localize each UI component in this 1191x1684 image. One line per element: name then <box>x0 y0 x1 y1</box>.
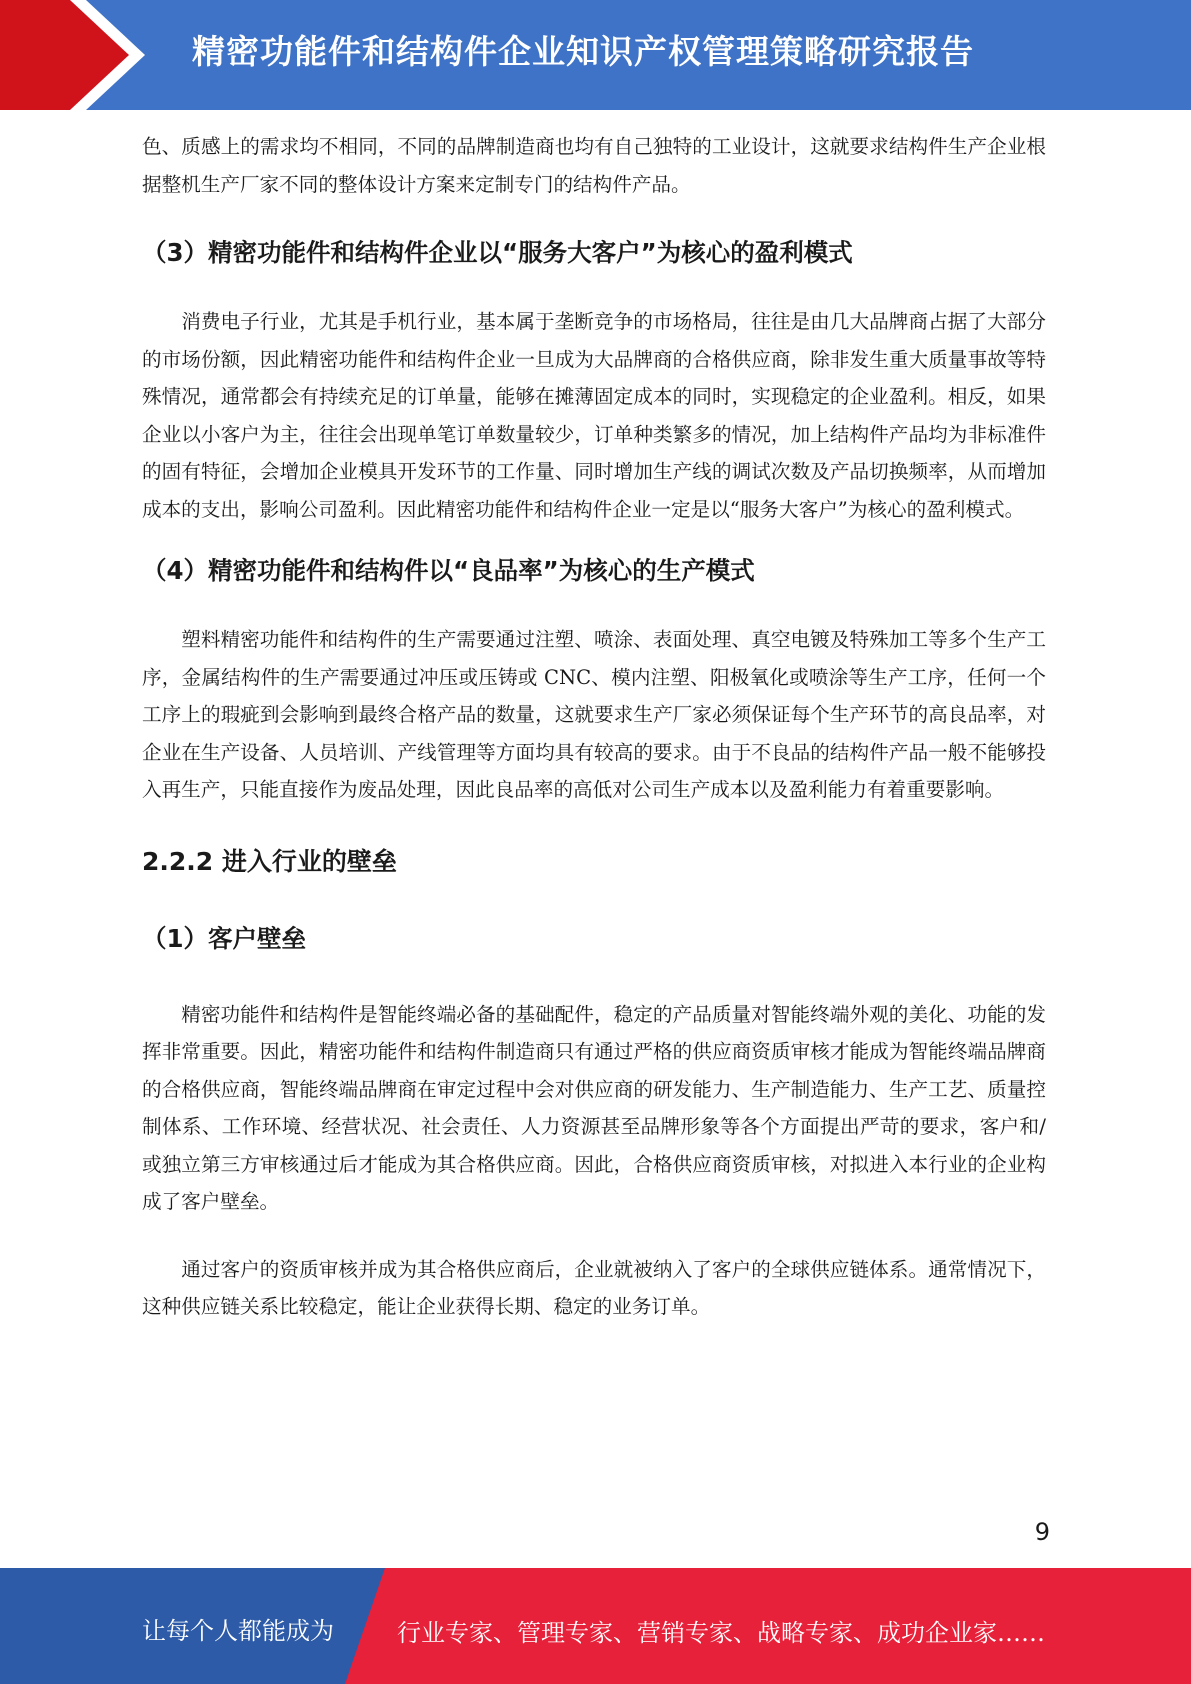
page-header <box>0 0 1191 110</box>
header-arrow-decoration <box>0 0 150 110</box>
section-3-paragraph: 消费电子行业，尤其是手机行业，基本属于垄断竞争的市场格局，往往是由几大品牌商占据了大部分的市场份额，因此精密功能件和结构件企业一旦成为大品牌商的合格供应商，除非发生重大质量事故等特殊情况，通常都会有持续充足的订单量，能够在摊薄固定成本的同时，实现稳定的企业盈利。相反，如果企业以小客户为主，往往会出现单笔订单数量较少，订单种类繁多的情况，加上结构件产品均为非标准件的固有特征，会增加企业模具开发环节的工作量、同时增加生产线的调试次数及产品切换频率，从而增加成本的支出，影响公司盈利。因此精密功能件和结构件企业一定是以“服务大客户”为核心的盈利模式。 <box>142 310 1046 521</box>
section-4-heading: （4）精密功能件和结构件以“良品率”为核心的生产模式 <box>142 556 755 585</box>
section-1-paragraph-1: 精密功能件和结构件是智能终端必备的基础配件，稳定的产品质量对智能终端外观的美化、功能的发挥非常重要。因此，精密功能件和结构件制造商只有通过严格的供应商资质审核才能成为智能终端品牌商的合格供应商，智能终端品牌商在审定过程中会对供应商的研发能力、生产制造能力、生产工艺、质量控制体系、工作环境、经营状况、社会责任、人力资源甚至品牌形象等各个方面提出严苛的要求，客户和/或独立第三方审核通过后才能成为其合格供应商。因此，合格供应商资质审核，对拟进入本行业的企业构成了客户壁垒。 <box>142 1002 1046 1213</box>
section-1-heading: （1）客户壁垒 <box>142 923 307 953</box>
report-title: 精密功能件和结构件企业知识产权管理策略研究报告 <box>192 32 974 71</box>
section-1-paragraph-2: 通过客户的资质审核并成为其合格供应商后，企业就被纳入了客户的全球供应链体系。通常情况下，这种供应链关系比较稳定，能让企业获得长期、稳定的业务订单。 <box>142 1257 1046 1318</box>
page-footer <box>0 1568 1191 1684</box>
intro-paragraph: 色、质感上的需求均不相同，不同的品牌制造商也均有自己独特的工业设计，这就要求结构件生产企业根据整机生产厂家不同的整体设计方案来定制专门的结构件产品。 <box>142 135 1046 196</box>
section-4-paragraph: 塑料精密功能件和结构件的生产需要通过注塑、喷涂、表面处理、真空电镀及特殊加工等多个生产工序，金属结构件的生产需要通过冲压或压铸或 CNC、模内注塑、阳极氧化或喷涂等生产工序，任何一个工序上的瑕疵到会影响到最终合格产品的数量，这就要求生产厂家必须保证每个生产环节的高良品率，对企业在生产设备、人员培训、产线管理等方面均具有较高的要求。由于不良品的结构件产品一般不能够投入再生产，只能直接作为废品处理，因此良品率的高低对公司生产成本以及盈利能力有着重要影响。 <box>142 628 1046 801</box>
section-3-heading: （3）精密功能件和结构件企业以“服务大客户”为核心的盈利模式 <box>142 238 853 267</box>
footer-slogan-right: 行业专家、管理专家、营销专家、战略专家、成功企业家…… <box>397 1619 1045 1647</box>
page-number: 9 <box>1034 1518 1050 1546</box>
section-2-2-2-heading: 2.2.2 进入行业的壁垒 <box>142 846 397 876</box>
footer-slogan-left: 让每个人都能成为 <box>142 1617 334 1645</box>
document-body <box>142 128 1046 1326</box>
